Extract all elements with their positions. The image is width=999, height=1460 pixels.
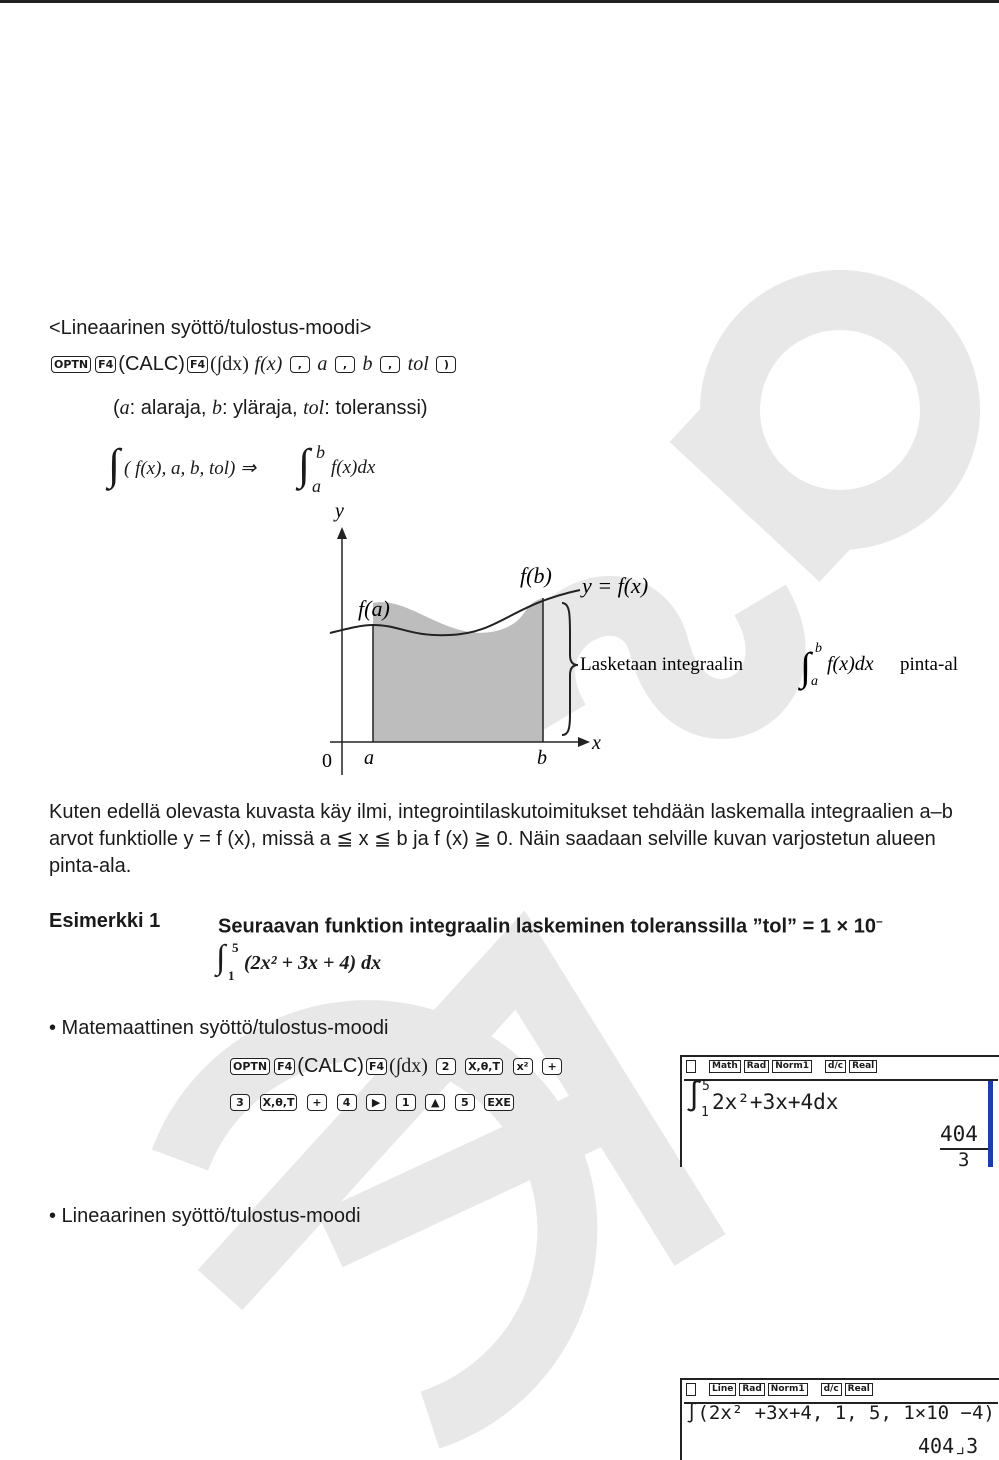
example-integral-sign: ∫: [216, 939, 226, 976]
brace-lower: a: [811, 674, 818, 689]
integral-sign-2: ∫: [298, 440, 311, 489]
integral-graph: [300, 495, 990, 785]
calculator-screen-linear: [680, 1378, 999, 1460]
comma-key: ,: [290, 356, 310, 373]
screen-expression: 2x²+3x+4dx: [712, 1090, 839, 1114]
close-paren-key: ): [436, 356, 456, 373]
key-2: 2: [436, 1058, 456, 1075]
brace: [562, 603, 578, 735]
exe-key: EXE: [484, 1094, 514, 1111]
y-axis-arrow: [337, 527, 347, 539]
plus-key: +: [542, 1058, 562, 1075]
status-bar: Math Rad Norm1 d/c Real: [682, 1057, 999, 1075]
key-4: 4: [337, 1094, 357, 1111]
linear-mode-heading: <Lineaarinen syöttö/tulostus-moodi>: [49, 317, 372, 339]
screen-lower: 1: [701, 1105, 709, 1120]
key-5: 5: [455, 1094, 475, 1111]
formula-lower: a: [312, 476, 321, 496]
formula-upper: b: [316, 442, 325, 462]
parameter-description: (a: alaraja, b: yläraja, tol: toleranssi): [113, 397, 428, 419]
example-upper: 5: [232, 940, 239, 955]
brace-fx: f(x)dx: [827, 653, 874, 675]
screen-linear-result: 404⌟3: [918, 1434, 979, 1458]
f4-key: F4: [366, 1058, 387, 1075]
example-integral: [216, 938, 456, 988]
battery-icon: [686, 1383, 696, 1396]
status-bar: Line Rad Norm1 d/c Real: [682, 1380, 999, 1398]
b-axis-label: b: [537, 747, 547, 769]
example-lower: 1: [228, 968, 235, 983]
example-label: Esimerkki 1: [49, 910, 161, 932]
battery-icon: [686, 1060, 696, 1073]
origin-label: 0: [322, 750, 332, 772]
fx-label: f(x): [254, 353, 283, 375]
brace-integral-sign: ∫: [800, 644, 811, 689]
formula-right: f(x)dx: [331, 457, 376, 478]
scrollbar[interactable]: [988, 1081, 993, 1167]
comma-key-3: ,: [380, 356, 400, 373]
top-rule: [0, 0, 999, 3]
x-axis-arrow: [578, 737, 590, 747]
formula-left: ( f(x), a, b, tol) ⇒: [124, 458, 256, 479]
a-axis-label: a: [364, 747, 374, 769]
int-dx-label: (∫dx): [210, 353, 249, 375]
math-mode-label: • Matemaattinen syöttö/tulostus-moodi: [49, 1017, 389, 1039]
status-divider: [684, 1079, 998, 1081]
brace-text: Lasketaan integraalin: [580, 654, 744, 675]
key-3: 3: [230, 1094, 250, 1111]
fa-label: f(a): [358, 596, 390, 621]
shaded-area: [373, 598, 543, 742]
brace-upper: b: [815, 641, 822, 656]
xthetat-key: X,θ,T: [260, 1094, 298, 1111]
comma-key-2: ,: [335, 356, 355, 373]
result-numerator: 404: [940, 1122, 978, 1146]
key-1: 1: [396, 1094, 416, 1111]
function-label: y = f(x): [582, 573, 649, 598]
screen-upper: 5: [702, 1079, 710, 1094]
linear-mode-label: • Lineaarinen syöttö/tulostus-moodi: [49, 1205, 361, 1227]
a-label: a: [317, 353, 328, 375]
plus-key: +: [307, 1094, 327, 1111]
optn-key: OPTN: [230, 1058, 270, 1075]
optn-key: OPTN: [51, 356, 91, 373]
explanation-paragraph: Kuten edellä olevasta kuvasta käy ilmi, integrointilaskutoimitukset tehdään laskemalla integraalien a–b arvot funktiolle y = f (x), missä a ≦ x ≦ b ja f (x) ≧ 0. Näin saadaan selville kuvan varjostetun alueen pinta-ala.: [49, 801, 953, 877]
screen-integral-sign: ∫: [685, 1079, 704, 1114]
math-key-row-2: [228, 1087, 516, 1117]
int-dx-label: (∫dx): [389, 1055, 428, 1077]
up-arrow-key: ▲: [425, 1094, 445, 1111]
fb-label: f(b): [520, 563, 552, 588]
example-integrand: (2x² + 3x + 4) dx: [244, 952, 382, 974]
x-axis-label: x: [592, 732, 601, 754]
calc-label: (CALC): [118, 353, 185, 375]
b-label: b: [362, 353, 373, 375]
result-denominator: 3: [958, 1149, 970, 1167]
integral-sign: ∫: [108, 440, 121, 489]
f4-key-2: F4: [187, 356, 208, 373]
f4-key: F4: [274, 1058, 295, 1075]
brace-tail: pinta-al: [900, 654, 959, 675]
key-sequence-linear: [49, 349, 458, 379]
square-key: x²: [513, 1058, 533, 1075]
example-title: Seuraavan funktion integraalin laskeminen toleranssilla ”tol” = 1 × 10–: [218, 914, 883, 938]
y-axis-label: y: [335, 500, 344, 522]
screen-linear-expression: ∫(2x² +3x+4, 1, 5, 1×10 −4): [686, 1402, 995, 1424]
calc-label: (CALC): [297, 1055, 364, 1077]
f4-key: F4: [95, 356, 116, 373]
math-key-row-1: [228, 1051, 564, 1081]
xthetat-key: X,θ,T: [465, 1058, 503, 1075]
calculator-screen-math: [680, 1055, 999, 1167]
tol-label: tol: [407, 353, 429, 375]
right-arrow-key: ▶: [366, 1094, 386, 1111]
